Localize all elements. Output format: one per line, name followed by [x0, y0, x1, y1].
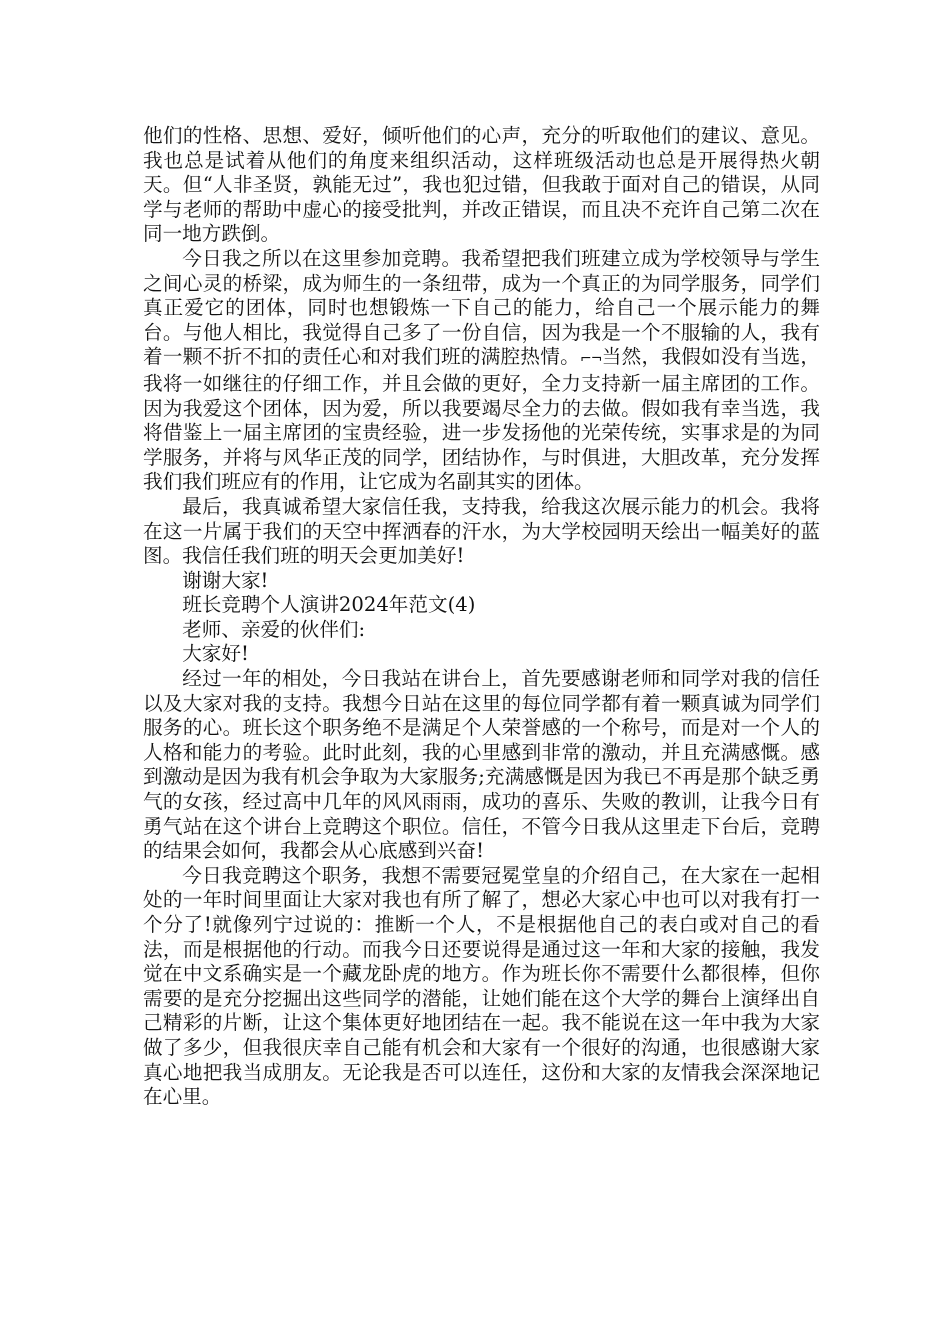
- paragraph-3: 最后，我真诚希望大家信任我，支持我，给我这次展示能力的机会。我将在这一片属于我们的天空中挥洒春的汗水，为大学校园明天绘出一幅美好的蓝图。我信任我们班的明天会更加美好!: [143, 494, 820, 568]
- stray-mark: ⌐¬: [580, 351, 602, 368]
- section-title: 班长竞聘个人演讲2024年范文(4): [182, 593, 476, 617]
- paragraph-thanks: 谢谢大家!: [182, 568, 269, 592]
- greeting: 大家好!: [182, 642, 249, 666]
- salutation: 老师、亲爱的伙伴们:: [182, 617, 366, 641]
- paragraph-1: 他们的性格、思想、爱好，倾听他们的心声，充分的听取他们的建议、意见。我也总是试着从他们的角度来组织活动，这样班级活动也总是开展得热火朝天。但“人非圣贤，孰能无过”，我也犯过错，但我敢于面对自己的错误，从同学与老师的帮助中虚心的接受批判，并改正错误，而且决不充许自己第二次在同一地方跌倒。: [143, 124, 820, 246]
- paragraph-2-part-1: 今日我之所以在这里参加竞聘。我希望把我们班建立成为学校领导与学生之间心灵的桥梁，成为师生的一条纽带，成为一个真正的为同学服务，同学们真正爱它的团体，同时也想锻炼一下自己的能力，给自己一个展示能力的舞台。与他人相比，我觉得自己多了一份自信，因为我是一个不服输的人，我有着一颗不折不扣的责任心和对我们班的满腔热情。: [143, 246, 820, 369]
- paragraph-8: 经过一年的相处，今日我站在讲台上，首先要感谢老师和同学对我的信任以及大家对我的支持。我想今日站在这里的每位同学都有着一颗真诚为同学们服务的心。班长这个职务绝不是满足个人荣誉感的一个称号，而是对一个人的人格和能力的考验。此时此刻，我的心里感到非常的激动，并且充满感慨。感到激动是因为我有机会争取为大家服务;充满感慨是因为我已不再是那个缺乏勇气的女孩，经过高中几年的风风雨雨，成功的喜乐、失败的教训，让我今日有勇气站在这个讲台上竞聘这个职位。信任，不管今日我从这里走下台后，竞聘的结果会如何，我都会从心底感到兴奋!: [143, 667, 820, 863]
- paragraph-2-part-2: 当然，我假如没有当选，我将一如继往的仔细工作，并且会做的更好，全力支持新一届主席团的工作。因为我爱这个团体，因为爱，所以我要竭尽全力的去做。假如我有幸当选，我将借鉴上一届主席团的宝贵经验，进一步发扬他的光荣传统，实事求是的为同学服务，并将与风华正茂的同学，团结协作，与时俱进，大胆改革，充分发挥我们我们班应有的作用，让它成为名副其实的团体。: [143, 345, 821, 494]
- paragraph-9: 今日我竞聘这个职务，我想不需要冠冕堂皇的介绍自己，在大家在一起相处的一年时间里面让大家对我也有所了解了，想必大家心中也可以对我有打一个分了!就像列宁过说的：推断一个人，不是根据他自己的表白或对自己的看法，而是根据他的行动。而我今日还要说得是通过这一年和大家的接触，我发觉在中文系确实是一个藏龙卧虎的地方。作为班长你不需要什么都很棒，但你需要的是充分挖掘出这些同学的潜能，让她们能在这个大学的舞台上演绎出自己精彩的片断，让这个集体更好地团结在一起。我不能说在这一年中我为大家做了多少，但我很庆幸自己能有机会和大家有一个很好的沟通，也很感谢大家真心地把我当成朋友。无论我是否可以连任，这份和大家的友情我会深深地记在心里。: [143, 863, 820, 1109]
- document-body: [143, 124, 820, 1110]
- paragraph-2: [143, 247, 820, 495]
